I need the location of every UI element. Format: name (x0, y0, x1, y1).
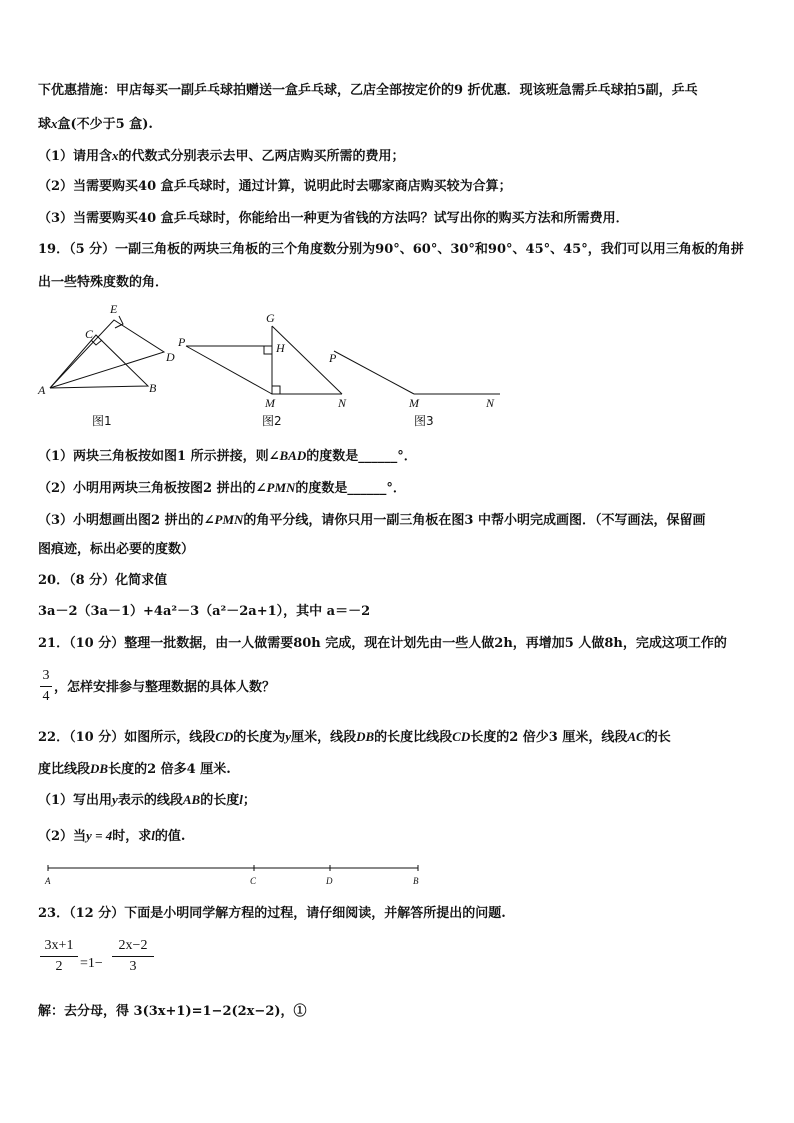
segment-label-c: C (250, 876, 257, 886)
text-fragment: 的度数是______°． (295, 481, 406, 496)
q22-part2 (38, 828, 185, 845)
segment-name: DB (90, 761, 109, 776)
var-y: y (285, 729, 292, 744)
var-x: x (51, 116, 58, 131)
segment-name: DB (356, 729, 375, 744)
q20-expression: 3a－2（3a－1）+4a²－3（a²－2a+1），其中 a＝－2 (38, 604, 371, 619)
var-x: x (112, 148, 119, 163)
segment-label-a: A (45, 876, 51, 886)
q19-part3-cont: 图痕迹，标出必要的度数） (38, 542, 195, 557)
text-fragment: （1）两块三角板按如图1 所示拼接，则∠ (38, 449, 280, 464)
fraction-denominator: 4 (42, 689, 50, 704)
fig1-label-b: B (149, 381, 157, 395)
text-fragment: 的代数式分别表示去甲、乙两店购买所需的费用； (118, 149, 405, 164)
text-fragment: （1）写出用 (38, 793, 113, 808)
equation-middle: =1− (80, 956, 103, 971)
q18-part1 (38, 148, 405, 165)
q20-stem: 20．（8 分）化简求值 (38, 573, 168, 588)
q19-stem-2: 出一些特殊度数的角． (38, 275, 169, 290)
fig3-label-p: P (329, 351, 337, 365)
fraction-numerator: 3 (42, 668, 50, 683)
text-fragment: （2）小明用两块三角板按图2 拼出的∠ (38, 481, 267, 496)
q19-figures (0, 300, 794, 435)
fig2-label-p: P (178, 335, 186, 349)
fig1-label-c: C (85, 327, 94, 341)
fig2-label-g: G (266, 311, 275, 325)
fig1-caption: 图1 (92, 414, 112, 428)
fig3-caption: 图3 (414, 414, 434, 428)
segment-name: AB (182, 792, 201, 807)
text-fragment: 的长 (644, 730, 671, 745)
q21-stem-cont: ，怎样安排参与整理数据的具体人数？ (54, 680, 276, 695)
text-fragment: （3）小明想画出图2 拼出的∠ (38, 513, 215, 528)
q19-part2 (38, 480, 406, 497)
equation: y = 4 (86, 828, 113, 843)
fraction-denominator: 3 (129, 959, 137, 974)
fraction-bar (40, 956, 78, 957)
q23-stem: 23．（12 分）下面是小明同学解方程的过程，请仔细阅读，并解答所提出的问题. (38, 906, 506, 921)
q19-part3 (38, 512, 705, 529)
q22-stem-1 (38, 729, 671, 746)
fig2-right-angle-h (264, 346, 272, 354)
text-fragment: 的角平分线，请你只用一副三角板在图3 中帮小明完成画图．（不写画法，保留画 (243, 513, 706, 528)
fig2-caption: 图2 (262, 414, 282, 428)
text-fragment: 的长度为 (233, 730, 286, 745)
segment-label-b: B (413, 876, 419, 886)
text-line-discount: 下优惠措施：甲店每买一副乒乓球拍赠送一盒乒乓球，乙店全部按定价的9 折优惠．现该班急需乒乓球拍5副，乒乓 (38, 83, 698, 98)
text-fragment: 22．（10 分）如图所示，线段 (38, 730, 216, 745)
segment-name: AC (627, 729, 645, 744)
q21-fraction (40, 668, 52, 705)
var-l: l (151, 828, 155, 843)
fig1-triangle-aed (50, 320, 164, 388)
angle-name: PMN (214, 512, 244, 527)
var-l: l (239, 792, 243, 807)
text-fragment: 的长度比线段 (374, 730, 453, 745)
fig1-label-e: E (110, 302, 118, 316)
fig2-label-n: N (338, 396, 347, 410)
fraction-bar (40, 686, 52, 687)
q21-stem: 21．（10 分）整理一批数据，由一人做需要80h 完成，现在计划先由一些人做2h，再增加5 人做8h，完成这项工作的 (38, 636, 727, 651)
text-fragment: 度比线段 (38, 762, 91, 777)
fraction-denominator: 2 (55, 959, 63, 974)
text-fragment: 的度数是______°． (306, 449, 417, 464)
text-fragment: 长度的2 倍多4 厘米. (108, 762, 231, 777)
text-line-boxes (38, 116, 153, 133)
fig3-label-n: N (486, 396, 495, 410)
q23-fraction-right (112, 938, 154, 975)
text-fragment: 的长度 (200, 793, 240, 808)
text-fragment: 表示的线段 (117, 793, 183, 808)
text-fragment: （2）当 (38, 829, 87, 844)
text-fragment: 的值. (154, 829, 186, 844)
text-fragment: ； (242, 793, 256, 808)
fig2-label-h: H (276, 341, 285, 355)
text-fragment: 球 (38, 117, 52, 132)
text-fragment: 盒(不少于5 盒). (57, 117, 153, 132)
text-fragment: 时，求 (112, 829, 152, 844)
fig1-label-d: D (166, 350, 175, 364)
angle-name: PMN (266, 480, 296, 495)
fraction-numerator: 3x+1 (44, 938, 74, 953)
fig2-label-m: M (265, 396, 275, 410)
fig3-label-m: M (409, 396, 419, 410)
segment-label-d: D (326, 876, 333, 886)
q18-part2: （2）当需要购买40 盒乒乓球时，通过计算，说明此时去哪家商店购买较为合算； (38, 179, 512, 194)
q19-stem-1: 19．（5 分）一副三角板的两块三角板的三个角度数分别为90°、60°、30°和90°、45°、45°，我们可以用三角板的角拼 (38, 242, 744, 257)
text-fragment: （1）请用含 (38, 149, 113, 164)
fig3-ray-mp (334, 351, 414, 394)
q18-part3: （3）当需要购买40 盒乒乓球时，你能给出一种更为省钱的方法吗？试写出你的购买方法和所需费用． (38, 211, 629, 226)
q22-stem-2 (38, 761, 231, 778)
segment-name: CD (452, 729, 471, 744)
fraction-bar (112, 956, 154, 957)
q23-fraction-left (40, 938, 78, 975)
text-fragment: 长度的2 倍少3 厘米，线段 (470, 730, 628, 745)
q19-part1 (38, 448, 417, 465)
fraction-numerator: 2x−2 (118, 938, 148, 953)
q23-equals (80, 956, 103, 972)
fig1-label-a: A (38, 383, 46, 397)
segment-name: CD (215, 729, 234, 744)
angle-name: BAD (279, 448, 307, 463)
fig2-line-pm (186, 346, 272, 394)
text-fragment: 厘米，线段 (291, 730, 357, 745)
q22-segment-figure (0, 860, 794, 890)
var-y: y (112, 792, 118, 807)
fig2-right-angle-m (272, 386, 280, 394)
q23-solution-step1: 解：去分母，得 3(3x+1)=1−2(2x−2)，① (38, 1004, 307, 1019)
q22-part1 (38, 792, 256, 809)
